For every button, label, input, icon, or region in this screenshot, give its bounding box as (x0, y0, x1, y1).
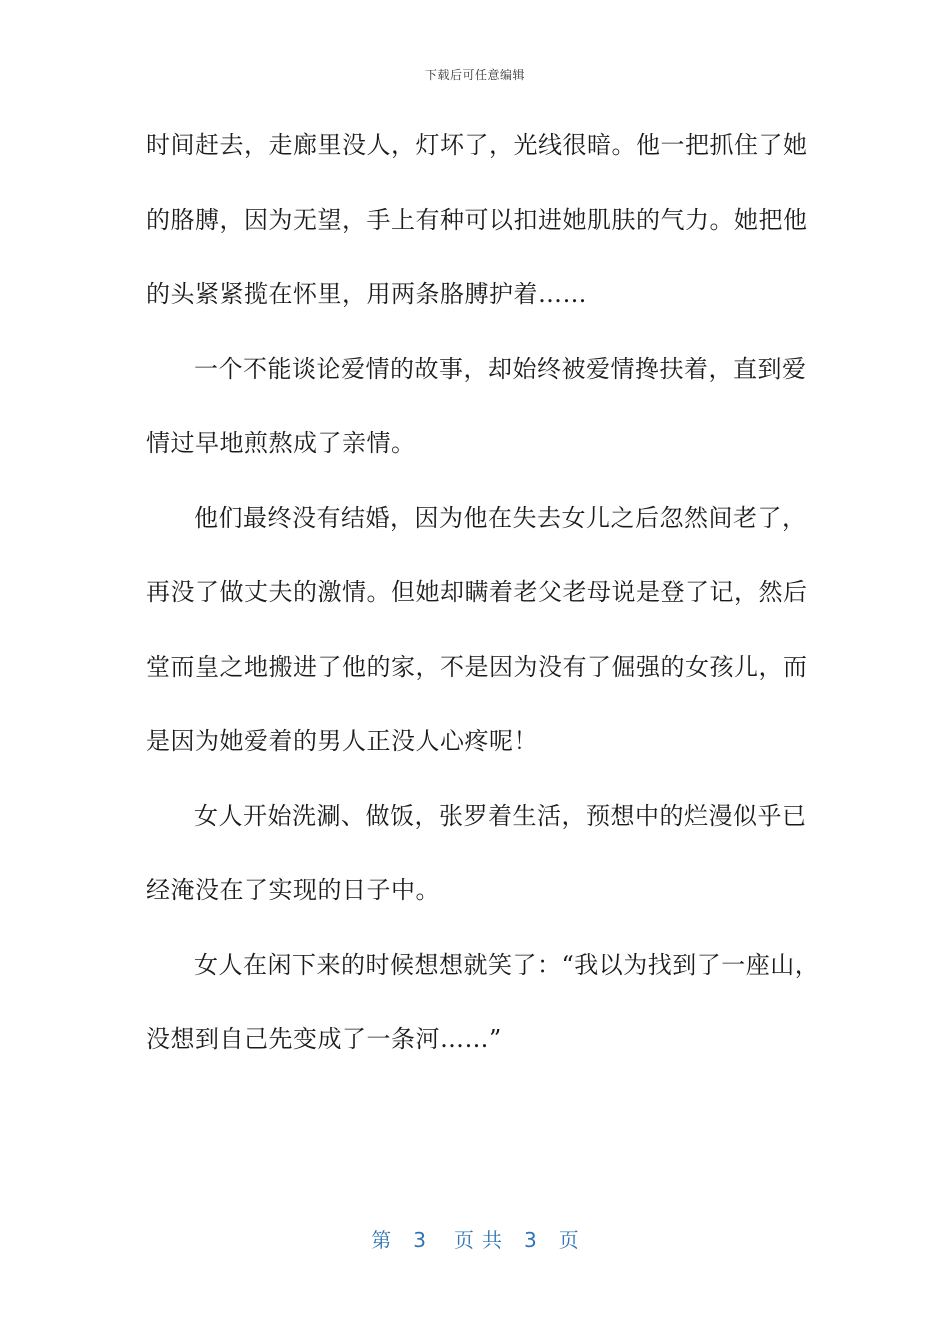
footer-page-number: 3 (413, 1228, 426, 1252)
body-line: 一个不能谈论爱情的故事，却始终被爱情搀扶着，直到爱 (194, 354, 807, 383)
body-line: 经淹没在了实现的日子中。 (146, 876, 440, 904)
footer-total-pages: 3 (524, 1228, 537, 1252)
body-line: 时间赶去，走廊里没人，灯坏了，光线很暗。他一把抓住了她 (146, 131, 808, 159)
footer-suffix: 页 (558, 1228, 579, 1252)
body-line: 的头紧紧揽在怀里，用两条胳膊护着…… (146, 280, 587, 308)
body-line: 情过早地煎熬成了亲情。 (146, 429, 416, 457)
body-line: 女人开始洗涮、做饭，张罗着生活，预想中的烂漫似乎已 (194, 801, 807, 830)
body-line: 再没了做丈夫的激情。但她却瞒着老父老母说是登了记，然后 (146, 578, 808, 606)
body-line: 他们最终没有结婚，因为他在失去女儿之后忽然间老了， (194, 503, 807, 532)
body-line: 没想到自己先变成了一条河……” (146, 1025, 502, 1053)
page-footer (0, 1224, 950, 1253)
footer-prefix: 第 (371, 1228, 392, 1252)
footer-middle: 页共 (454, 1228, 510, 1252)
body-line: 堂而皇之地搬进了他的家，不是因为没有了倔强的女孩儿，而 (146, 652, 808, 681)
body-line: 的胳膊，因为无望，手上有种可以扣进她肌肤的气力。她把他 (146, 205, 808, 234)
body-line: 是因为她爱着的男人正没人心疼呢！ (146, 727, 538, 755)
document-body (146, 120, 820, 1089)
page-header: 下载后可任意编辑 (424, 68, 525, 82)
body-line: 女人在闲下来的时候想想就笑了：“我以为找到了一座山， (194, 950, 820, 979)
